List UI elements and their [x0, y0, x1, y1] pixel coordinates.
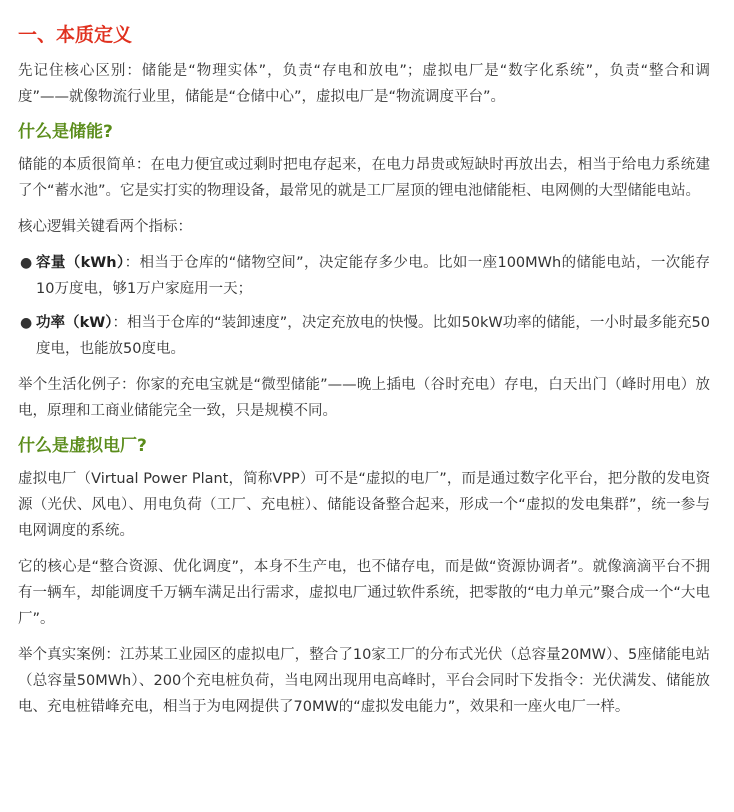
list-item-term: 容量（kWh） [36, 255, 125, 271]
storage-paragraph-1: 储能的本质很简单：在电力便宜或过剩时把电存起来，在电力昂贵或短缺时再放出去，相当于给电力系统建了个“蓄水池”。它是实打实的物理设备，最常见的就是工厂屋顶的锂电池储能柜、电网侧的大型储能电站。 [18, 157, 710, 199]
vpp-paragraph-2: 它的核心是“整合资源、优化调度”，本身不生产电，也不储存电，而是做“资源协调者”。就像滴滴平台不拥有一辆车，却能调度千万辆车满足出行需求，虚拟电厂通过软件系统，把零散的“电力单元”聚合成一个“大电厂”。 [18, 559, 710, 627]
bullet-icon: ● [20, 315, 33, 331]
list-item-text: ：相当于仓库的“装卸速度”，决定充放电的快慢。比如50kW功率的储能，一小时最多能充50度电，也能放50度电。 [36, 315, 711, 357]
bullet-icon: ● [20, 255, 33, 271]
indicator-list [18, 250, 710, 362]
section-title: 一、本质定义 [18, 24, 133, 46]
list-item-text: ：相当于仓库的“储物空间”，决定能存多少电。比如一座100MWh的储能电站，一次能存10万度电，够1万户家庭用一天； [36, 255, 710, 297]
storage-paragraph-2: 核心逻辑关键看两个指标： [18, 219, 192, 235]
storage-paragraph-3: 举个生活化例子：你家的充电宝就是“微型储能”——晚上插电（谷时充电）存电，白天出门（峰时用电）放电，原理和工商业储能完全一致，只是规模不同。 [18, 377, 710, 419]
vpp-paragraph-3: 举个真实案例：江苏某工业园区的虚拟电厂，整合了10家工厂的分布式光伏（总容量20MW）、5座储能电站（总容量50MWh）、200个充电桩负荷，当电网出现用电高峰时，平台会同时下发指令：光伏满发、储能放电、充电桩错峰充电，相当于为电网提供了70MW的“虚拟发电能力”，效果和一座火电厂一样。 [18, 647, 710, 715]
vpp-paragraph-1: 虚拟电厂（Virtual Power Plant，简称VPP）可不是“虚拟的电厂”，而是通过数字化平台，把分散的发电资源（光伏、风电）、用电负荷（工厂、充电桩）、储能设备整合起来，形成一个“虚拟的发电集群”，统一参与电网调度的系统。 [18, 471, 710, 539]
storage-heading: 什么是储能? [18, 122, 113, 142]
list-item-term: 功率（kW） [36, 315, 113, 331]
vpp-heading: 什么是虚拟电厂? [18, 436, 147, 456]
intro-paragraph: 先记住核心区别：储能是“物理实体”，负责“存电和放电”；虚拟电厂是“数字化系统”，负责“整合和调度”——就像物流行业里，储能是“仓储中心”，虚拟电厂是“物流调度平台”。 [18, 63, 710, 105]
list-item [18, 250, 710, 302]
list-item [18, 310, 710, 362]
